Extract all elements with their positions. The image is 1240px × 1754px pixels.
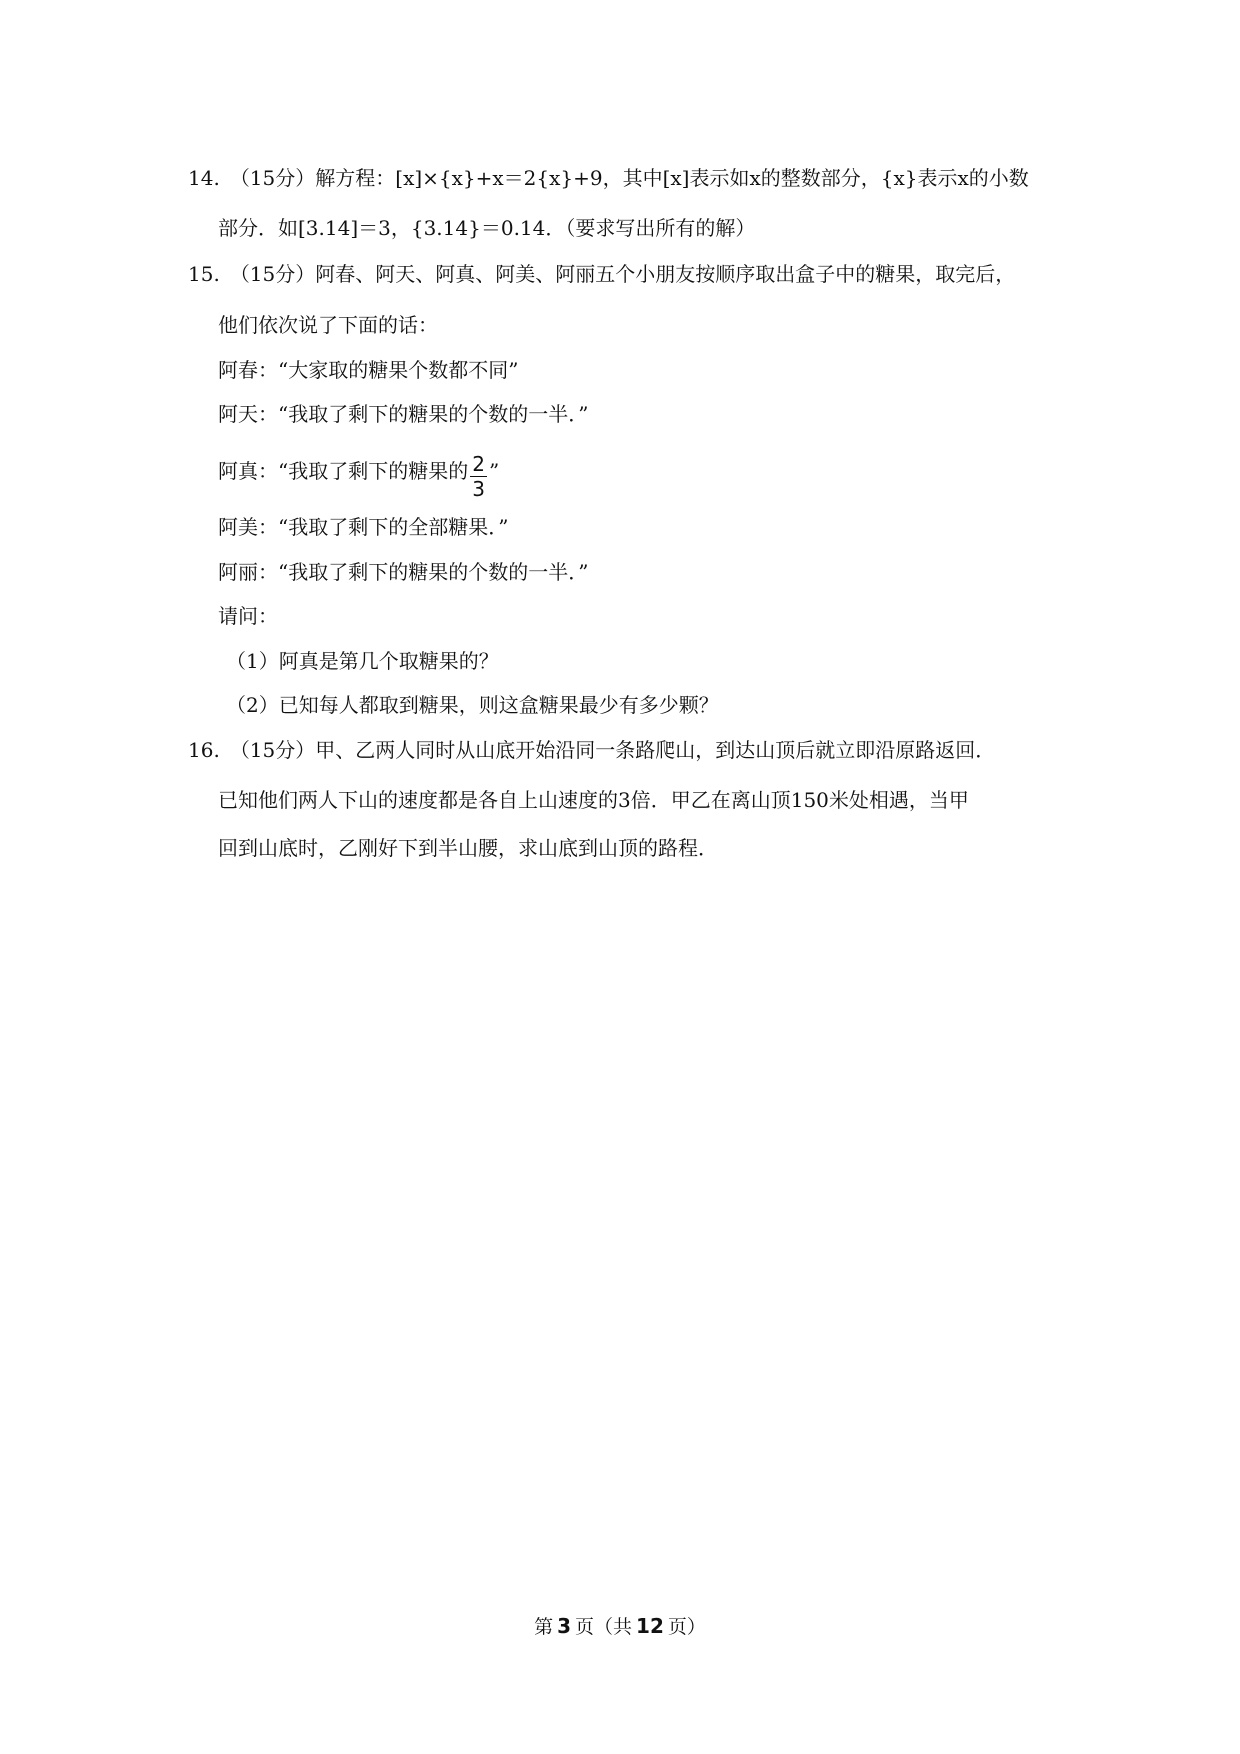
fraction-two-thirds xyxy=(470,454,487,499)
question-15-atian-quote: 阿天：“我取了剩下的糖果的个数的一半．” xyxy=(218,402,589,426)
question-15-line-1 xyxy=(188,260,1015,288)
fraction-denominator: 3 xyxy=(472,477,485,501)
question-14-line-1 xyxy=(188,164,1029,192)
question-15-line-2: 他们依次说了下面的话： xyxy=(218,313,438,337)
question-15-amei-quote: 阿美：“我取了剩下的全部糖果．” xyxy=(218,515,509,539)
question-14-number: 14. xyxy=(188,166,220,190)
footer-middle: 页（共 xyxy=(575,1616,633,1638)
question-15-azhen-close-quote: ” xyxy=(488,459,500,483)
fraction-numerator: 2 xyxy=(472,452,485,476)
question-16-line-1 xyxy=(188,736,995,764)
footer-prefix: 第 xyxy=(534,1616,554,1638)
question-16-text-1: （15分）甲、乙两人同时从山底开始沿同一条路爬山，到达山顶后就立即沿原路返回． xyxy=(229,738,996,762)
page-footer xyxy=(0,1612,1240,1639)
question-15-ask: 请问： xyxy=(218,604,278,628)
question-14-text-1: （15分）解方程：[x]×{x}+x＝2{x}+9，其中[x]表示如x的整数部分，{x}表示x的小数 xyxy=(229,166,1029,190)
question-15-text-1: （15分）阿春、阿天、阿真、阿美、阿丽五个小朋友按顺序取出盒子中的糖果，取完后， xyxy=(229,262,1016,286)
question-16-line-2: 已知他们两人下山的速度都是各自上山速度的3倍．甲乙在离山顶150米处相遇，当甲 xyxy=(218,788,969,812)
question-16-line-3: 回到山底时，乙刚好下到半山腰，求山底到山顶的路程． xyxy=(218,836,718,860)
question-15-achun-quote: 阿春：“大家取的糖果个数都不同” xyxy=(218,358,519,382)
question-15-ali-quote: 阿丽：“我取了剩下的糖果的个数的一半．” xyxy=(218,560,589,584)
question-15-sub-2: （2）已知每人都取到糖果，则这盒糖果最少有多少颗？ xyxy=(226,693,719,717)
question-14-line-2: 部分．如[3.14]＝3，{3.14}＝0.14．（要求写出所有的解） xyxy=(218,216,756,240)
footer-page-number: 3 xyxy=(557,1614,572,1638)
question-15-number: 15. xyxy=(188,262,220,286)
question-15-azhen-quote xyxy=(218,450,500,501)
question-15-sub-1: （1）阿真是第几个取糖果的？ xyxy=(226,649,499,673)
footer-total-pages: 12 xyxy=(636,1614,664,1638)
question-15-azhen-text: 阿真：“我取了剩下的糖果的 xyxy=(218,459,469,483)
question-16-number: 16. xyxy=(188,738,220,762)
footer-suffix: 页） xyxy=(667,1616,706,1638)
